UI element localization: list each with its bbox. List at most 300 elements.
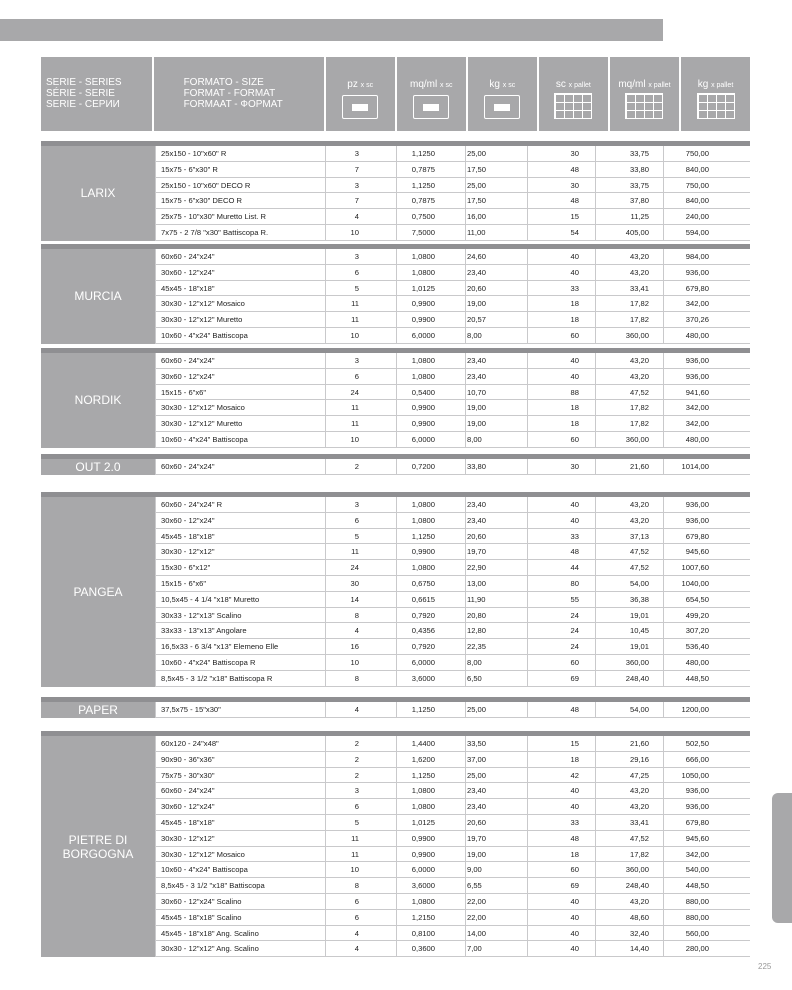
table-cell: 30x30 - 12"x12" Ang. Scalino bbox=[161, 944, 259, 954]
table-cell: 45x45 - 18"x18" Scalino bbox=[161, 912, 242, 922]
column-divider bbox=[527, 926, 528, 941]
unit-sub: x sc bbox=[360, 82, 374, 89]
column-divider bbox=[663, 926, 664, 941]
table-cell: 11 bbox=[351, 849, 359, 859]
column-divider bbox=[527, 281, 528, 296]
table-cell: 24 bbox=[350, 387, 359, 397]
table-cell: 4 bbox=[354, 626, 359, 636]
column-divider bbox=[465, 178, 466, 193]
table-cell: 54,00 bbox=[629, 578, 649, 588]
table-cell: 30x60 - 12"x24" bbox=[161, 267, 215, 277]
table-row bbox=[155, 432, 750, 448]
box-icon bbox=[413, 95, 449, 119]
column-divider bbox=[663, 513, 664, 528]
column-divider bbox=[663, 249, 664, 264]
column-divider bbox=[663, 768, 664, 783]
column-divider bbox=[465, 752, 466, 767]
table-row bbox=[155, 894, 750, 910]
table-cell: 20,60 bbox=[467, 531, 487, 541]
table-cell: 19,00 bbox=[467, 849, 487, 859]
column-divider bbox=[595, 312, 596, 327]
table-row bbox=[155, 639, 750, 655]
table-cell: 30 bbox=[570, 462, 579, 471]
table-cell: 8 bbox=[354, 610, 359, 620]
table-cell: 0,6615 bbox=[411, 594, 435, 604]
table-cell: 33,75 bbox=[629, 180, 649, 190]
column-divider bbox=[595, 878, 596, 893]
table-cell: 30x30 - 12"x12" Muretto bbox=[161, 315, 243, 325]
column-divider bbox=[325, 353, 326, 368]
column-divider bbox=[663, 862, 664, 877]
table-cell: 7 bbox=[354, 196, 359, 206]
header-series-line: SERIE - SERIES bbox=[46, 77, 122, 88]
column-divider bbox=[465, 592, 466, 607]
table-cell: 7 bbox=[354, 164, 359, 174]
table-cell: 15x15 - 6"x6" bbox=[161, 578, 207, 588]
column-divider bbox=[155, 416, 156, 431]
column-divider bbox=[465, 847, 466, 862]
column-divider bbox=[465, 702, 466, 717]
column-divider bbox=[155, 544, 156, 559]
column-divider bbox=[465, 369, 466, 384]
table-cell: 1,0125 bbox=[411, 817, 435, 827]
table-cell: 43,20 bbox=[629, 500, 649, 509]
column-divider bbox=[325, 328, 326, 343]
table-cell: 360,00 bbox=[625, 865, 649, 875]
table-cell: 20,80 bbox=[467, 610, 487, 620]
table-cell: 10 bbox=[350, 865, 359, 875]
table-cell: 0,9900 bbox=[411, 299, 435, 309]
column-divider bbox=[155, 369, 156, 384]
column-divider bbox=[527, 941, 528, 956]
table-cell: 15 bbox=[570, 739, 579, 748]
table-cell: 25x150 - 10"x60" DECO R bbox=[161, 180, 251, 190]
series-rows bbox=[155, 454, 750, 475]
series-name: PAPER bbox=[41, 697, 155, 718]
column-divider bbox=[465, 639, 466, 654]
column-divider bbox=[595, 529, 596, 544]
column-divider bbox=[527, 385, 528, 400]
table-cell: 941,60 bbox=[685, 387, 709, 397]
column-divider bbox=[527, 623, 528, 638]
table-cell: 3,6000 bbox=[411, 673, 435, 683]
table-cell: 11,25 bbox=[630, 212, 649, 222]
column-divider bbox=[325, 209, 326, 224]
table-cell: 40 bbox=[570, 252, 579, 261]
table-cell: 666,00 bbox=[685, 754, 709, 764]
table-cell: 30x33 - 12"x13" Scalino bbox=[161, 610, 242, 620]
column-divider bbox=[595, 702, 596, 717]
table-row bbox=[155, 544, 750, 560]
table-cell: 48 bbox=[570, 833, 579, 843]
column-divider bbox=[595, 639, 596, 654]
column-divider bbox=[527, 815, 528, 830]
table-cell: 248,40 bbox=[625, 673, 649, 683]
column-divider bbox=[325, 831, 326, 846]
column-divider bbox=[155, 459, 156, 474]
column-divider bbox=[465, 497, 466, 512]
column-divider bbox=[595, 752, 596, 767]
table-cell: 0,5400 bbox=[411, 387, 435, 397]
column-divider bbox=[595, 265, 596, 280]
unit-label: sc bbox=[555, 79, 566, 90]
table-cell: 1,0800 bbox=[411, 500, 435, 509]
column-divider bbox=[595, 862, 596, 877]
table-cell: 15x75 - 6"x30" DECO R bbox=[161, 196, 242, 206]
table-cell: 370,26 bbox=[685, 315, 709, 325]
column-divider bbox=[155, 353, 156, 368]
table-cell: 47,52 bbox=[629, 833, 649, 843]
table-cell: 654,50 bbox=[685, 594, 709, 604]
header-format-line: FORMATO - SIZE bbox=[183, 77, 264, 88]
table-cell: 30 bbox=[570, 149, 579, 158]
table-cell: 17,82 bbox=[629, 299, 649, 309]
table-cell: 55 bbox=[570, 594, 579, 604]
header-kg-sc bbox=[468, 57, 537, 131]
column-divider bbox=[325, 799, 326, 814]
series-block bbox=[41, 141, 750, 241]
table-cell: 1,1250 bbox=[411, 531, 435, 541]
column-divider bbox=[465, 529, 466, 544]
table-cell: 33,50 bbox=[467, 739, 487, 748]
table-cell: 0,9900 bbox=[411, 419, 435, 429]
column-divider bbox=[663, 847, 664, 862]
table-cell: 1007,60 bbox=[681, 563, 709, 573]
table-row bbox=[155, 655, 750, 671]
table-cell: 40 bbox=[570, 802, 579, 812]
table-cell: 17,82 bbox=[629, 403, 649, 413]
table-row bbox=[155, 209, 750, 225]
column-divider bbox=[325, 608, 326, 623]
series-block bbox=[41, 348, 750, 448]
table-cell: 11 bbox=[351, 547, 359, 557]
header-mq-pallet bbox=[610, 57, 679, 131]
table-cell: 30x30 - 12"x12" bbox=[161, 547, 215, 557]
table-cell: 45x45 - 18"x18" Ang. Scalino bbox=[161, 928, 259, 938]
column-divider bbox=[155, 178, 156, 193]
table-cell: 18 bbox=[570, 849, 579, 859]
column-divider bbox=[595, 768, 596, 783]
table-row bbox=[155, 312, 750, 328]
table-cell: 0,9900 bbox=[411, 833, 435, 843]
column-divider bbox=[595, 894, 596, 909]
table-cell: 0,9900 bbox=[411, 547, 435, 557]
column-divider bbox=[465, 926, 466, 941]
column-divider bbox=[155, 736, 156, 751]
table-cell: 1,0800 bbox=[411, 356, 435, 365]
column-divider bbox=[527, 702, 528, 717]
column-divider bbox=[155, 862, 156, 877]
column-divider bbox=[465, 513, 466, 528]
column-divider bbox=[465, 655, 466, 670]
column-divider bbox=[465, 328, 466, 343]
column-divider bbox=[663, 497, 664, 512]
table-cell: 40 bbox=[570, 786, 579, 796]
table-cell: 33,41 bbox=[629, 283, 649, 293]
table-cell: 16 bbox=[350, 642, 359, 652]
table-cell: 19,01 bbox=[629, 610, 649, 620]
table-cell: 60 bbox=[570, 330, 579, 340]
table-cell: 1,1250 bbox=[411, 149, 435, 158]
table-cell: 679,80 bbox=[685, 283, 709, 293]
column-divider bbox=[155, 702, 156, 717]
header-format-line: FORMAT - FORMAT bbox=[183, 88, 276, 99]
column-divider bbox=[465, 783, 466, 798]
header-mq-sc bbox=[397, 57, 466, 131]
table-cell: 480,00 bbox=[685, 434, 709, 444]
table-cell: 15 bbox=[570, 212, 579, 222]
column-divider bbox=[527, 752, 528, 767]
column-divider bbox=[465, 576, 466, 591]
table-cell: 0,7920 bbox=[411, 610, 435, 620]
column-divider bbox=[155, 847, 156, 862]
column-divider bbox=[663, 209, 664, 224]
table-cell: 840,00 bbox=[685, 196, 709, 206]
table-cell: 30x30 - 12"x12" Mosaico bbox=[161, 849, 245, 859]
column-divider bbox=[325, 225, 326, 240]
table-row bbox=[155, 752, 750, 768]
column-divider bbox=[155, 400, 156, 415]
column-divider bbox=[155, 281, 156, 296]
table-cell: 0,7500 bbox=[411, 212, 435, 222]
table-row bbox=[155, 941, 750, 957]
column-divider bbox=[465, 265, 466, 280]
column-divider bbox=[663, 655, 664, 670]
table-cell: 10 bbox=[350, 657, 359, 667]
column-divider bbox=[325, 146, 326, 161]
column-divider bbox=[663, 752, 664, 767]
column-divider bbox=[595, 576, 596, 591]
table-cell: 48 bbox=[570, 705, 579, 714]
table-cell: 69 bbox=[570, 881, 579, 891]
table-cell: 18 bbox=[570, 419, 579, 429]
table-cell: 29,16 bbox=[629, 754, 649, 764]
column-divider bbox=[663, 265, 664, 280]
table-cell: 936,00 bbox=[685, 371, 709, 381]
table-cell: 45x45 - 18"x18" bbox=[161, 283, 215, 293]
table-cell: 4 bbox=[354, 705, 359, 714]
column-divider bbox=[595, 400, 596, 415]
table-cell: 30x30 - 12"x12" Mosaico bbox=[161, 299, 245, 309]
table-row bbox=[155, 783, 750, 799]
column-divider bbox=[527, 146, 528, 161]
table-cell: 1,0800 bbox=[411, 371, 435, 381]
table-cell: 9,00 bbox=[467, 865, 482, 875]
box-icon bbox=[484, 95, 520, 119]
table-cell: 33,41 bbox=[629, 817, 649, 827]
table-row bbox=[155, 702, 750, 718]
column-divider bbox=[155, 878, 156, 893]
series-block bbox=[41, 731, 750, 957]
table-cell: 10 bbox=[350, 434, 359, 444]
column-divider bbox=[663, 328, 664, 343]
table-row bbox=[155, 736, 750, 752]
table-cell: 342,00 bbox=[685, 849, 709, 859]
table-cell: 48,60 bbox=[629, 912, 649, 922]
header-series-line: SERIE - СЕРИИ bbox=[46, 99, 120, 110]
table-row bbox=[155, 623, 750, 639]
table-cell: 1050,00 bbox=[681, 770, 709, 780]
table-cell: 8,5x45 - 3 1/2 "x18" Battiscopa bbox=[161, 881, 265, 891]
column-divider bbox=[527, 225, 528, 240]
column-divider bbox=[663, 193, 664, 208]
column-divider bbox=[663, 671, 664, 686]
table-cell: 0,4356 bbox=[411, 626, 435, 636]
column-divider bbox=[325, 671, 326, 686]
column-divider bbox=[595, 178, 596, 193]
table-cell: 0,9900 bbox=[411, 403, 435, 413]
table-row bbox=[155, 592, 750, 608]
column-divider bbox=[465, 799, 466, 814]
header-sc-pallet bbox=[539, 57, 608, 131]
column-divider bbox=[527, 249, 528, 264]
column-divider bbox=[663, 312, 664, 327]
table-cell: 2 bbox=[354, 739, 359, 748]
table-cell: 10 bbox=[350, 227, 359, 237]
table-cell: 43,20 bbox=[629, 802, 649, 812]
table-cell: 1,0800 bbox=[411, 802, 435, 812]
column-divider bbox=[527, 862, 528, 877]
column-divider bbox=[155, 752, 156, 767]
table-cell: 14,00 bbox=[467, 928, 487, 938]
pallet-icon bbox=[625, 93, 663, 119]
column-divider bbox=[155, 623, 156, 638]
table-cell: 3 bbox=[354, 180, 359, 190]
table-cell: 1014,00 bbox=[681, 462, 709, 471]
column-divider bbox=[527, 416, 528, 431]
table-cell: 360,00 bbox=[625, 330, 649, 340]
column-divider bbox=[663, 608, 664, 623]
column-divider bbox=[527, 178, 528, 193]
column-divider bbox=[465, 878, 466, 893]
table-cell: 499,20 bbox=[685, 610, 709, 620]
table-cell: 1,2150 bbox=[411, 912, 435, 922]
column-divider bbox=[325, 702, 326, 717]
column-divider bbox=[155, 768, 156, 783]
column-divider bbox=[527, 400, 528, 415]
table-cell: 936,00 bbox=[685, 356, 709, 365]
column-divider bbox=[465, 894, 466, 909]
column-divider bbox=[527, 910, 528, 925]
column-divider bbox=[527, 459, 528, 474]
table-cell: 945,60 bbox=[685, 833, 709, 843]
series-name: PANGEA bbox=[41, 492, 155, 687]
table-row bbox=[155, 576, 750, 592]
series-rows bbox=[155, 244, 750, 344]
column-divider bbox=[527, 265, 528, 280]
table-cell: 6,0000 bbox=[411, 330, 435, 340]
table-cell: 23,40 bbox=[467, 267, 487, 277]
table-cell: 33,80 bbox=[629, 164, 649, 174]
table-row bbox=[155, 146, 750, 162]
table-cell: 40 bbox=[570, 371, 579, 381]
column-divider bbox=[325, 752, 326, 767]
column-divider bbox=[325, 162, 326, 177]
series-rows bbox=[155, 697, 750, 718]
column-divider bbox=[155, 225, 156, 240]
column-divider bbox=[663, 799, 664, 814]
table-cell: 47,52 bbox=[629, 387, 649, 397]
table-row bbox=[155, 178, 750, 194]
column-divider bbox=[595, 926, 596, 941]
table-cell: 945,60 bbox=[685, 547, 709, 557]
table-cell: 17,82 bbox=[629, 419, 649, 429]
table-cell: 6 bbox=[354, 802, 359, 812]
table-row bbox=[155, 459, 750, 475]
table-cell: 40 bbox=[570, 356, 579, 365]
table-cell: 6,0000 bbox=[411, 865, 435, 875]
column-divider bbox=[325, 910, 326, 925]
table-cell: 10,5x45 - 4 1/4 "x18" Muretto bbox=[161, 594, 260, 604]
column-divider bbox=[663, 146, 664, 161]
table-cell: 40 bbox=[570, 928, 579, 938]
table-cell: 8 bbox=[354, 673, 359, 683]
table-row bbox=[155, 671, 750, 687]
table-cell: 2 bbox=[354, 770, 359, 780]
table-cell: 18 bbox=[570, 754, 579, 764]
table-cell: 6,0000 bbox=[411, 657, 435, 667]
column-divider bbox=[155, 608, 156, 623]
series-block bbox=[41, 244, 750, 344]
column-divider bbox=[465, 146, 466, 161]
column-divider bbox=[325, 416, 326, 431]
table-cell: 0,7875 bbox=[411, 164, 435, 174]
column-divider bbox=[595, 369, 596, 384]
column-divider bbox=[595, 560, 596, 575]
table-cell: 936,00 bbox=[685, 515, 709, 525]
column-divider bbox=[325, 281, 326, 296]
table-cell: 11 bbox=[351, 419, 359, 429]
table-cell: 880,00 bbox=[685, 912, 709, 922]
column-divider bbox=[663, 416, 664, 431]
unit-label: kg bbox=[697, 79, 709, 90]
table-row bbox=[155, 862, 750, 878]
table-cell: 11,90 bbox=[467, 594, 486, 604]
pallet-icon bbox=[697, 93, 735, 119]
table-cell: 10x60 - 4"x24" Battiscopa R bbox=[161, 657, 256, 667]
column-divider bbox=[325, 576, 326, 591]
column-divider bbox=[465, 736, 466, 751]
column-divider bbox=[663, 225, 664, 240]
table-cell: 679,80 bbox=[685, 817, 709, 827]
column-divider bbox=[325, 878, 326, 893]
unit-sub: x pallet bbox=[711, 82, 734, 89]
table-cell: 17,50 bbox=[467, 164, 487, 174]
table-cell: 60x120 - 24"x48" bbox=[161, 739, 219, 748]
column-divider bbox=[663, 353, 664, 368]
table-cell: 23,40 bbox=[467, 500, 487, 509]
table-row bbox=[155, 265, 750, 281]
table-cell: 30x30 - 12"x12" bbox=[161, 833, 215, 843]
table-cell: 6,50 bbox=[467, 673, 482, 683]
column-divider bbox=[155, 296, 156, 311]
table-cell: 45x45 - 18"x18" bbox=[161, 531, 215, 541]
table-cell: 37,13 bbox=[629, 531, 649, 541]
column-divider bbox=[325, 265, 326, 280]
table-cell: 342,00 bbox=[685, 299, 709, 309]
column-divider bbox=[465, 249, 466, 264]
column-divider bbox=[465, 941, 466, 956]
table-row bbox=[155, 193, 750, 209]
column-divider bbox=[155, 328, 156, 343]
column-divider bbox=[325, 639, 326, 654]
table-cell: 36,38 bbox=[629, 594, 649, 604]
column-divider bbox=[155, 385, 156, 400]
column-divider bbox=[465, 209, 466, 224]
column-divider bbox=[465, 608, 466, 623]
table-cell: 5 bbox=[354, 531, 359, 541]
table-cell: 3 bbox=[354, 149, 359, 158]
